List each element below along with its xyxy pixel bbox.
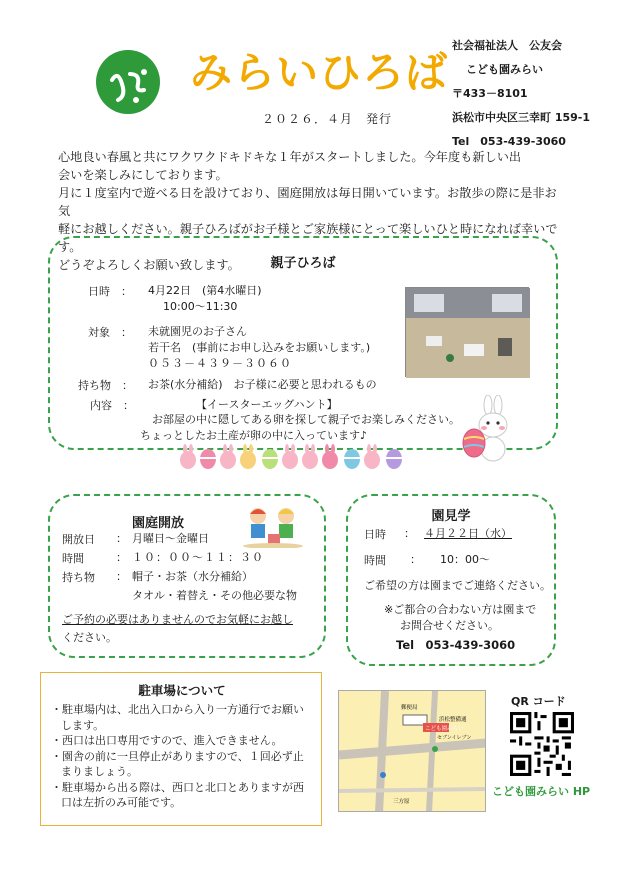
teien-title: 園庭開放 xyxy=(131,516,184,531)
kengaku-time-value: 10：00～ xyxy=(440,553,490,566)
intro-line: 月に１度室内で遊べる日を設けており、園庭開放は毎日開いています。お散歩の際に是非お気 xyxy=(58,186,557,218)
oyako-target-line: 未就園児のお子さん xyxy=(148,325,247,338)
intro-line: どうぞよろしくお願い致します。 xyxy=(58,258,240,272)
oyako-bring-label: 持ち物 ： xyxy=(78,379,133,392)
phone: Tel 053-439-3060 xyxy=(452,135,566,148)
intro-line: 軽にお越しください。親子ひろばがお子様とご家族様にとって楽しいひと時になれば幸いです。 xyxy=(58,222,558,254)
egg-row-decoration xyxy=(178,444,418,470)
oyako-time-value: 10:00～11:30 xyxy=(163,300,238,313)
postal-code: 〒433－8101 xyxy=(452,87,528,100)
qr-label: QR コード xyxy=(511,695,566,708)
map-label: 浜松整備通 xyxy=(439,717,467,723)
kengaku-date-value: ４月２２日（水） xyxy=(424,527,512,540)
logo-icon xyxy=(92,44,164,116)
teien-time-value: １０：００～１１：３０ xyxy=(132,551,264,564)
oyako-content-label: 内容 ： xyxy=(90,399,134,412)
kengaku-alt-line: ※ご都合の合わない方は園まで xyxy=(384,603,537,616)
issue-date: ２０２６．４月 発行 xyxy=(262,112,393,126)
facility-name: こども園みらい xyxy=(466,63,543,76)
kengaku-title: 園見学 xyxy=(431,509,471,524)
oyako-target-label: 対象 ： xyxy=(88,326,132,339)
bunny-icon xyxy=(180,444,196,469)
map-label: 三方原 xyxy=(393,799,410,805)
teien-bring-label: 持ち物 xyxy=(62,571,95,584)
map-label: こども園みらい xyxy=(425,726,464,732)
room-photo xyxy=(405,287,529,377)
oyako-content-line: お部屋の中に隠してある卵を探して親子でお楽しみください。 xyxy=(152,413,460,426)
access-map xyxy=(338,690,486,812)
teien-note-line: ご予約の必要はありませんのでお気軽にお越し xyxy=(62,613,293,626)
oyako-target-line: 若干名 (事前にお申し込みをお願いします。) xyxy=(148,341,371,354)
address: 浜松市中央区三幸町 159-1 xyxy=(452,111,591,124)
oyako-date-value: 4月22日 (第4水曜日) xyxy=(148,284,262,297)
qr-code-icon[interactable] xyxy=(510,712,574,776)
oyako-title: 親子ひろば xyxy=(270,256,336,271)
oyako-date-label: 日時 ： xyxy=(88,285,132,298)
intro-line: 会いを楽しみにしております。 xyxy=(58,168,228,182)
parking-item: ・園舎の前に一旦停止がありますので、１回必ず止まりましょう。 xyxy=(51,749,304,778)
kengaku-contact: ご希望の方は園までご連絡ください。 xyxy=(364,579,551,592)
newsletter-title: みらいひろば xyxy=(190,48,449,97)
parking-info-box xyxy=(40,672,322,826)
kengaku-date-label: 日時 xyxy=(364,528,386,541)
intro-line: 心地良い春風と共にワクワクドキドキな１年がスタートしました。今年度も新しい出 xyxy=(58,150,522,164)
parking-item: ・西口は出口専用ですので、進入できません。 xyxy=(51,734,283,747)
teien-open-label: 開放日 xyxy=(62,533,95,546)
teien-bring-line: タオル・着替え・その他必要な物 xyxy=(132,589,297,602)
easter-bunny-icon xyxy=(458,395,516,465)
teien-open-value: 月曜日～金曜日 xyxy=(132,532,209,545)
teien-bring-line: 帽子・お茶（水分補給） xyxy=(132,570,253,583)
teien-time-label: 時間 xyxy=(62,552,84,565)
oyako-content-title: 【イースターエッグハント】 xyxy=(196,398,338,411)
teien-note-line: ください。 xyxy=(62,631,117,644)
map-label: セブンイレブン xyxy=(437,735,472,741)
parking-item: ・駐車場から出る際は、西口と北口とありますが西口は左折のみ可能です。 xyxy=(51,780,304,809)
parking-title: 駐車場について xyxy=(138,683,226,698)
kengaku-tel: Tel 053-439-3060 xyxy=(396,638,516,652)
org-name: 社会福祉法人 公友会 xyxy=(452,39,562,52)
kengaku-alt-line: お問合せください。 xyxy=(400,619,499,632)
homepage-link[interactable]: こども園みらい HP xyxy=(492,785,591,798)
oyako-content-line: ちょっとしたお土産が卵の中に入っています♪ xyxy=(140,429,368,442)
oyako-phone: ０５３－４３９－３０６０ xyxy=(148,357,292,370)
parking-item: ・駐車場内は、北出入口から入り一方通行でお願いします。 xyxy=(51,703,304,732)
oyako-bring-value: お茶(水分補給) お子様に必要と思われるもの xyxy=(148,378,377,391)
map-label: 郵便局 xyxy=(401,705,418,711)
kids-playing-icon xyxy=(238,504,308,548)
organization-info xyxy=(452,34,590,154)
kengaku-time-label: 時間 xyxy=(364,554,386,567)
